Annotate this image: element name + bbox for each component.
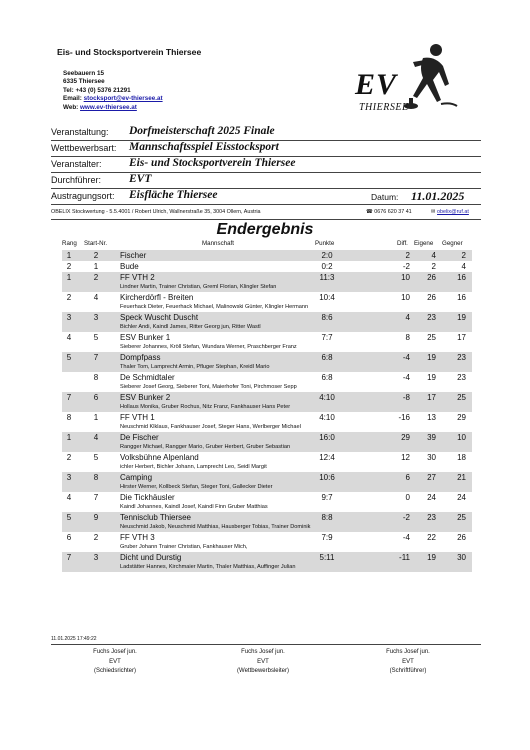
col-rang: Rang [62,240,77,247]
cell-rang: 6 [66,533,72,542]
player-list [62,283,472,292]
club-email-line [63,95,163,103]
player-names: Hollaus Monika, Gruber Rochus, Nitz Franz, Fankhauser Hans Peter [120,404,291,410]
table-row [62,352,472,363]
software-info-line [51,208,481,220]
signature-role: (Schriftführer) [389,668,427,674]
player-names: Lindner Martin, Trainer Christian, Greml Florian, Klingler Stefan [120,284,277,290]
cell-own: 2 [431,262,436,271]
date-block [371,189,483,205]
meta-label: Austragungsort: [51,191,115,201]
cell-team: De Fischer [120,433,159,442]
meta-value: Mannschaftsspiel Eisstocksport [129,141,279,153]
cell-rang: 8 [66,413,72,422]
cell-rang: 3 [66,313,72,322]
cell-start-nr: 5 [93,333,99,342]
player-names: Thaler Tom, Lamprecht Armin, Pfluger Stephan, Kreidl Mario [120,364,270,370]
club-phone: Tel: +43 (0) 5376 21291 [63,86,131,94]
meta-row [51,189,481,205]
cell-rang: 7 [66,393,72,402]
signature-org: EVT [257,658,269,665]
player-names: Feuerhack Dieter, Feuerhack Michael, Malinowski Günter, Klingler Hermann [120,304,309,310]
cell-diff: 0 [405,493,410,502]
club-web-label: Web: [63,103,79,111]
meta-value: Eisfläche Thiersee [129,189,218,201]
cell-rang: 2 [66,453,72,462]
cell-start-nr: 7 [93,353,99,362]
cell-start-nr: 4 [93,433,99,442]
table-row [62,272,472,283]
cell-diff: 10 [401,293,410,302]
cell-opp: 17 [457,333,466,342]
cell-opp: 30 [457,553,466,562]
table-row [62,392,472,403]
table-row [62,250,472,261]
cell-own: 13 [427,413,436,422]
cell-diff: -16 [398,413,410,422]
player-list [62,443,472,452]
cell-opp: 4 [461,262,466,271]
cell-rang: 4 [66,333,72,342]
table-row [62,552,472,563]
col-start: Start-Nr. [84,240,108,247]
signature-org: EVT [402,658,414,665]
cell-rang: 7 [66,553,72,562]
table-row [62,512,472,523]
cell-points: 6:8 [321,353,333,362]
player-names: Neuschmid Klklaus, Fankhauser Josef, Steger Hans, Werlberger Michael [120,424,301,430]
club-city: 6335 Thiersee [63,78,105,86]
cell-start-nr: 8 [93,473,99,482]
cell-own: 19 [427,553,436,562]
cell-points: 0:2 [321,262,333,271]
signature-name: Fuchs Josef jun. [93,649,137,655]
meta-value: EVT [129,173,152,185]
cell-own: 27 [427,473,436,482]
player-list [120,303,470,312]
software-text: OBELIX Stockwertung - 5.5.4001 / Robert Ulrich, Wallnerstraße 35, 3004 Ollern, Austria [51,209,261,215]
col-team: Mannschaft [202,240,234,247]
table-row [62,472,472,483]
club-logo [353,40,463,120]
cell-team: Camping [120,473,153,482]
cell-opp: 10 [457,433,466,442]
cell-opp: 25 [457,513,466,522]
cell-own: 23 [427,513,436,522]
player-names: Bichler Andi, Kaindl James, Ritter Georg jun, Ritter Wastl [120,324,261,330]
cell-own: 22 [427,533,436,542]
cell-team: Tennisclub Thiersee [120,513,192,522]
player-list [62,563,472,572]
col-own: Eigene [414,240,434,247]
signature-role: (Schiedsrichter) [93,668,136,674]
cell-opp: 2 [461,251,466,260]
table-row [62,452,472,463]
club-email-link[interactable]: stocksport@ev-thiersee.at [83,95,163,103]
page-title: Endergebnis [216,221,314,238]
cell-team: FF VTH 1 [120,413,155,422]
table-row [62,261,472,272]
meta-row [51,173,481,189]
signature-role: (Wettbewerbsleiter) [237,668,289,674]
logo-text-thiersee: THIERSEE [359,102,409,113]
player-names: Rangger Michael, Rangger Mario, Gruber Herbert, Gruber Sebastian [120,444,291,450]
cell-start-nr: 3 [93,313,99,322]
cell-team: ESV Bunker 1 [120,333,171,342]
cell-start-nr: 1 [93,413,99,422]
cell-points: 12:4 [319,453,335,462]
cell-own: 25 [427,333,436,342]
cell-opp: 21 [457,473,466,482]
col-opp: Gegner [442,240,463,247]
cell-own: 19 [427,353,436,362]
club-address [63,70,163,112]
cell-points: 7:9 [321,533,333,542]
player-names: Gruber Johann Trainer Christian, Fankhauser Mich, [120,544,248,550]
club-street: Seebauern 15 [63,70,104,77]
cell-points: 10:4 [319,293,335,302]
player-list [62,483,472,492]
cell-start-nr: 5 [93,453,99,462]
cell-rang: 1 [66,251,72,260]
software-email-line [431,209,469,215]
cell-own: 24 [427,493,436,502]
cell-team: FF VTH 3 [120,533,155,542]
cell-rang: 5 [66,513,72,522]
cell-diff: -2 [402,262,410,271]
signature-name: Fuchs Josef jun. [241,649,285,655]
cell-diff: 12 [401,453,410,462]
cell-own: 17 [427,393,436,402]
signature-org: EVT [109,658,121,665]
cell-rang: 2 [66,293,72,302]
cell-points: 10:6 [319,473,335,482]
club-email-label: Email: [63,95,82,103]
cell-points: 7:7 [321,333,333,342]
cell-diff: 29 [401,433,410,442]
cell-team: ESV Bunker 2 [120,393,171,402]
col-points: Punkte [315,240,335,247]
club-web-link[interactable]: www.ev-thiersee.at [80,103,137,111]
player-names: Kaindl Johannes, Kaindl Josef, Kaindl Finn Gruber Matthias [120,504,268,510]
cell-start-nr: 9 [93,513,99,522]
cell-start-nr: 7 [93,493,99,502]
cell-team: Speck Wuscht Duscht [120,313,199,322]
cell-start-nr: 4 [93,293,99,302]
player-list [120,503,470,512]
cell-start-nr: 3 [93,553,99,562]
player-list [120,383,470,392]
player-names: Neuschmid Jakob, Neuschmid Matthias, Hausberger Tobias, Trainer Dominik [120,524,311,530]
cell-team: De Schmidtaler [120,373,175,382]
meta-value: Dorfmeisterschaft 2025 Finale [129,125,275,137]
cell-points: 16:0 [319,433,335,442]
cell-opp: 23 [457,353,466,362]
signature-name: Fuchs Josef jun. [386,649,430,655]
table-row [62,292,472,303]
date-label: Datum: [371,192,399,202]
cell-team: FF VTH 2 [120,273,155,282]
cell-own: 23 [427,313,436,322]
cell-start-nr: 6 [93,393,99,402]
player-list [120,343,470,352]
cell-team: Dompfpass [120,353,161,362]
cell-opp: 26 [457,533,466,542]
cell-own: 26 [427,273,436,282]
meta-row [51,141,481,157]
meta-row [51,157,481,173]
club-web-line [63,104,163,112]
table-row [62,412,472,423]
cell-diff: 2 [405,251,410,260]
cell-opp: 16 [457,273,466,282]
cell-own: 30 [427,453,436,462]
cell-diff: 4 [405,313,410,322]
cell-points: 8:8 [321,513,333,522]
cell-opp: 19 [457,313,466,322]
cell-points: 9:7 [321,493,333,502]
table-header [62,240,472,250]
col-diff: Diff. [397,240,408,247]
player-names: ichler Herbert, Bichler Johann, Lamprecht Leo, Seidl Margit [120,464,267,470]
cell-diff: -11 [399,553,410,562]
cell-rang: 4 [66,493,72,502]
cell-diff: -8 [402,393,410,402]
signature [70,648,160,677]
cell-team: Fischer [120,251,147,260]
cell-start-nr: 2 [93,251,99,260]
cell-rang: 5 [66,353,72,362]
meta-label: Veranstaltung: [51,127,109,137]
cell-diff: 10 [401,273,410,282]
player-names: Sieberer Johannes, Kröll Stefan, Wundara Werner, Praschberger Franz [120,344,297,350]
cell-start-nr: 2 [93,533,99,542]
cell-start-nr: 1 [93,262,99,271]
cell-own: 26 [427,293,436,302]
cell-diff: 6 [405,473,410,482]
player-names: Hirster Werner, Kollbeck Stefan, Steger Toni, Gallecker Dieter [120,484,273,490]
cell-points: 8:6 [321,313,333,322]
meta-row [51,125,481,141]
cell-team: Volksbühne Alpenland [120,453,199,462]
cell-diff: -4 [402,353,410,362]
cell-start-nr: 2 [93,273,99,282]
cell-own: 39 [427,433,436,442]
cell-rang: 1 [66,273,72,282]
signature [218,648,308,677]
cell-rang: 2 [66,262,72,271]
player-list [62,363,472,372]
cell-points: 5:11 [319,553,335,562]
table-row [62,372,472,383]
cell-opp: 16 [457,293,466,302]
cell-own: 4 [431,251,436,260]
cell-diff: 8 [405,333,410,342]
cell-opp: 25 [457,393,466,402]
software-email-link[interactable]: obelix@ruf.at [437,209,469,215]
cell-points: 6:8 [321,373,333,382]
player-list [62,523,472,532]
cell-diff: -4 [402,373,410,382]
date-value: 11.01.2025 [411,189,465,203]
player-list [62,323,472,332]
cell-opp: 18 [457,453,466,462]
player-list [120,543,470,552]
software-phone: ☎ 0676 620 37 41 [366,209,412,215]
meta-label: Durchführer: [51,175,102,185]
table-row [62,312,472,323]
footer-timestamp: 11.01.2025 17:49:22 [51,636,481,645]
player-names: Ladstätter Hannes, Kirchmaier Martin, Thaler Matthias, Auffinger Julian [120,564,296,570]
cell-points: 11:3 [319,273,335,282]
signature [363,648,453,677]
cell-team: Bude [120,262,139,271]
meta-value: Eis- und Stocksportverein Thiersee [129,157,296,169]
logo-text-ev: EV [355,68,398,101]
cell-team: Kircherdörfl - Breiten [120,293,194,302]
table-row [62,432,472,443]
club-name: Eis- und Stocksportverein Thiersee [57,47,202,57]
player-names: Sieberer Josef Georg, Sieberer Toni, Maierhofer Toni, Pirchmoser Sepp [120,384,297,390]
cell-points: 4:10 [319,413,335,422]
cell-points: 4:10 [319,393,335,402]
table-row [62,532,472,543]
meta-label: Veranstalter: [51,159,102,169]
player-list [120,463,470,472]
cell-points: 2:0 [321,251,333,260]
envelope-icon: ✉ [431,209,436,215]
cell-rang: 3 [66,473,72,482]
cell-team: Die Tickhäusler [120,493,175,502]
cell-start-nr: 8 [93,373,99,382]
cell-rang: 1 [66,433,72,442]
cell-opp: 23 [457,373,466,382]
table-row [62,332,472,343]
cell-own: 19 [427,373,436,382]
cell-opp: 24 [457,493,466,502]
player-list [62,403,472,412]
meta-label: Wettbewerbsart: [51,143,117,153]
cell-diff: -4 [402,533,410,542]
cell-diff: -2 [402,513,410,522]
cell-opp: 29 [457,413,466,422]
table-row [62,492,472,503]
player-list [120,423,470,432]
cell-team: Dicht und Durstig [120,553,182,562]
